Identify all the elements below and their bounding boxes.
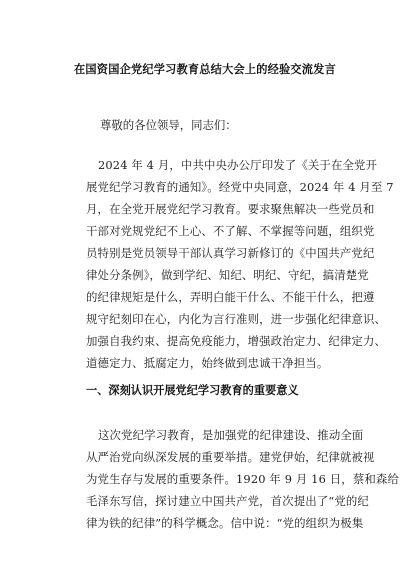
- paragraph-line: 规守纪刻印在心，内化为言行准则，进一步强化纪律意识、: [86, 312, 387, 326]
- salutation: 尊敬的各位领导，同志们：: [100, 118, 237, 132]
- paragraph-line: 从严治党向纵深发展的重要举措。建党伊始，纪律就被视: [86, 450, 375, 464]
- paragraph-line: 为党生存与发展的重要条件。1920 年 9 月 16 日，蔡和森给: [86, 472, 399, 486]
- paragraph-line: 的纪律规矩是什么，弄明白能干什么、不能干什么，把遵: [86, 290, 375, 304]
- paragraph-line: 律处分条例》，做到学纪、知纪、明纪、守纪，搞清楚党: [86, 268, 369, 282]
- paragraph-line: 毛泽东写信，探讨建立中国共产党，首次提出了“党的纪: [86, 494, 369, 508]
- paragraph-line: 展党纪学习教育的通知》。经党中央同意，2024 年 4 月至 7: [86, 180, 394, 194]
- paragraph-line: 干部对党规党纪不上心、不了解、不掌握等问题，组织党: [86, 224, 375, 238]
- paragraph-line: 律为铁的纪律”的科学概念。信中说：“党的组织为极集: [86, 516, 364, 530]
- paragraph-line: 道德定力、抵腐定力，始终做到忠诚干净担当。: [86, 356, 329, 370]
- paragraph-line: 加强自我约束、提高免疫能力，增强政治定力、纪律定力、: [86, 334, 387, 348]
- paragraph-line: 2024 年 4 月，中共中央办公厅印发了《关于在全党开: [98, 158, 378, 172]
- paragraph-line: 月，在全党开展党纪学习教育。要求聚焦解决一些党员和: [86, 202, 375, 216]
- paragraph-line: 员特别是党员领导干部认真学习新修订的《中国共产党纪: [86, 246, 375, 260]
- document-title: 在国资国企党纪学习教育总结大会上的经验交流发言: [74, 63, 336, 76]
- section-heading: 一、深刻认识开展党纪学习教育的重要意义: [86, 384, 299, 397]
- paragraph-line: 这次党纪学习教育，是加强党的纪律建设、推动全面: [98, 428, 364, 442]
